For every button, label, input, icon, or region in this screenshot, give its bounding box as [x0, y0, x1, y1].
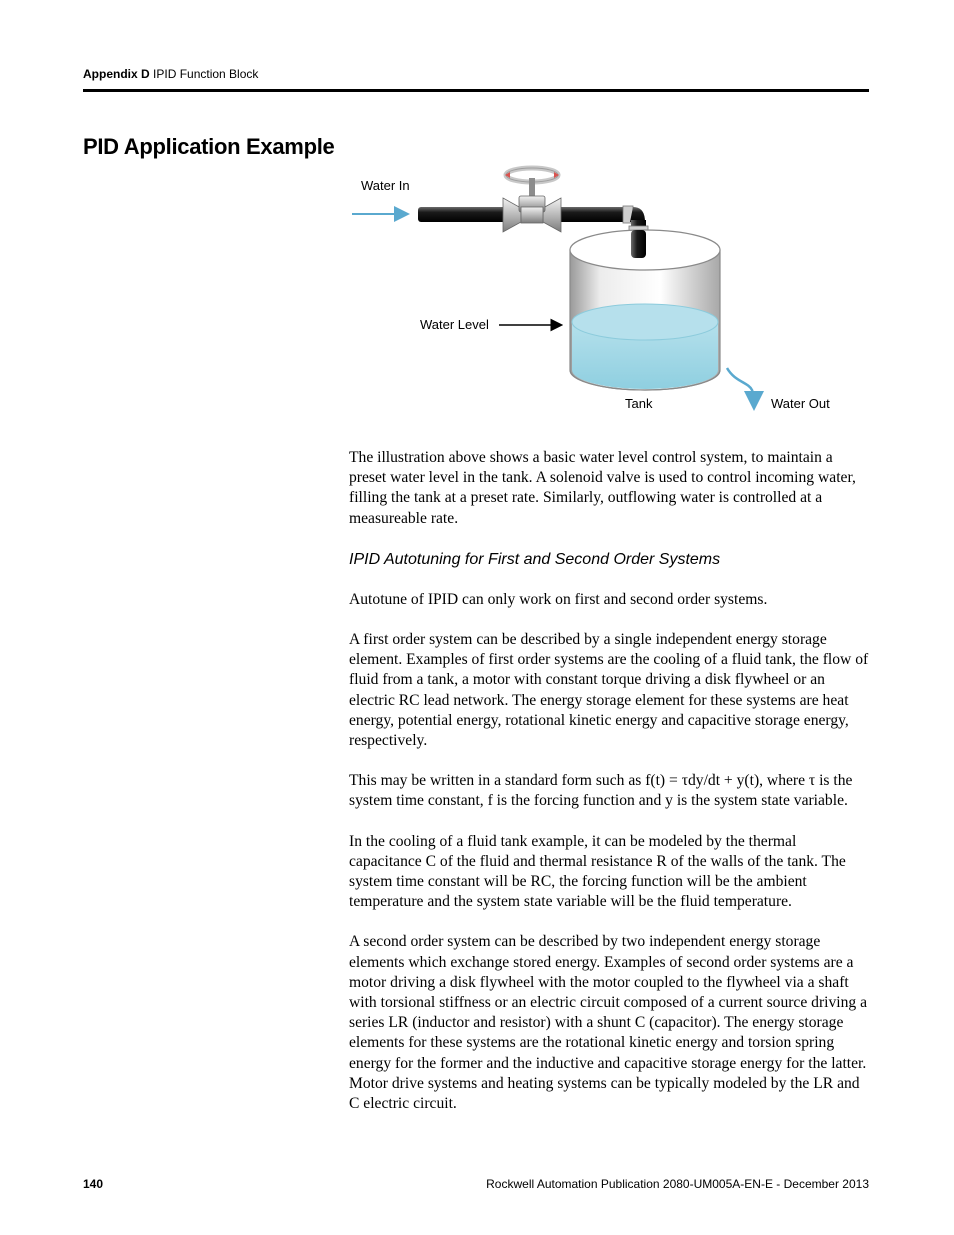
label-water-out: Water Out: [771, 396, 830, 411]
tank: [570, 230, 720, 390]
page-number: 140: [83, 1177, 104, 1191]
water-out-arrow: [727, 368, 754, 406]
subheading-autotuning: IPID Autotuning for First and Second Order Systems: [349, 550, 721, 568]
running-header: [83, 67, 258, 81]
label-water-in: Water In: [361, 178, 410, 193]
chapter-title: IPID Function Block: [153, 67, 259, 81]
paragraph-fluid-tank: In the cooling of a fluid tank example, it can be modeled by the thermal capacitance C of the fluid and thermal resistance R of the walls of the tank. The system time constant will be RC, the forcing function will be the ambient temperature and the system state variable will be the fluid temperature.: [349, 832, 846, 911]
body-content: [349, 448, 871, 1134]
solenoid-valve: [503, 168, 561, 232]
label-water-level: Water Level: [420, 317, 489, 332]
paragraph-first-order: A first order system can be described by a single independent energy storage element. Examples of first order systems are the cooling of a fluid tank, the flow of fluid from a tank, a motor with constant torque driving a disk flywheel or an electric RC lead network. The energy storage element for these systems are heat energy, potential energy, rotational kinetic energy and capacitive storage energy, respectively.: [349, 631, 869, 750]
paragraph-illustration: The illustration above shows a basic water level control system, to maintain a preset water level in the tank. A solenoid valve is used to control incoming water, filling the tank at a preset rate. Similarly, outflowing water is controlled at a measureable rate.: [349, 449, 856, 527]
paragraph-second-order: A second order system can be described by two independent energy storage elements which exchange stored energy. Examples of second order systems are a motor driving a disk flywheel with the motor coupled to the flywheel via a shaft with torsional stiffness or an electric circuit composed of a current source driving a series LR (inductor and resistor) with a shunt C (capacitor). The energy storage elements for these systems are the rotational kinetic energy and torsion spring energy for the former and the inductive and capacitive storage energy for the latter. Motor drive systems and heating systems can be typically modeled by the LR and C electric circuit.: [349, 933, 868, 1113]
header-rule: [83, 89, 869, 92]
paragraph-autotune-scope: Autotune of IPID can only work on first and second order systems.: [349, 590, 768, 608]
appendix-label: Appendix D: [83, 67, 150, 81]
publication-info: Rockwell Automation Publication 2080-UM005A-EN-E - December 2013: [486, 1177, 869, 1191]
water-tank-figure: [340, 160, 870, 425]
section-title: PID Application Example: [83, 134, 335, 159]
paragraph-standard-form: This may be written in a standard form such as f(t) = τdy/dt + y(t), where τ is the system time constant, f is the forcing function and y is the system state variable.: [349, 772, 853, 810]
label-tank: Tank: [625, 396, 653, 411]
